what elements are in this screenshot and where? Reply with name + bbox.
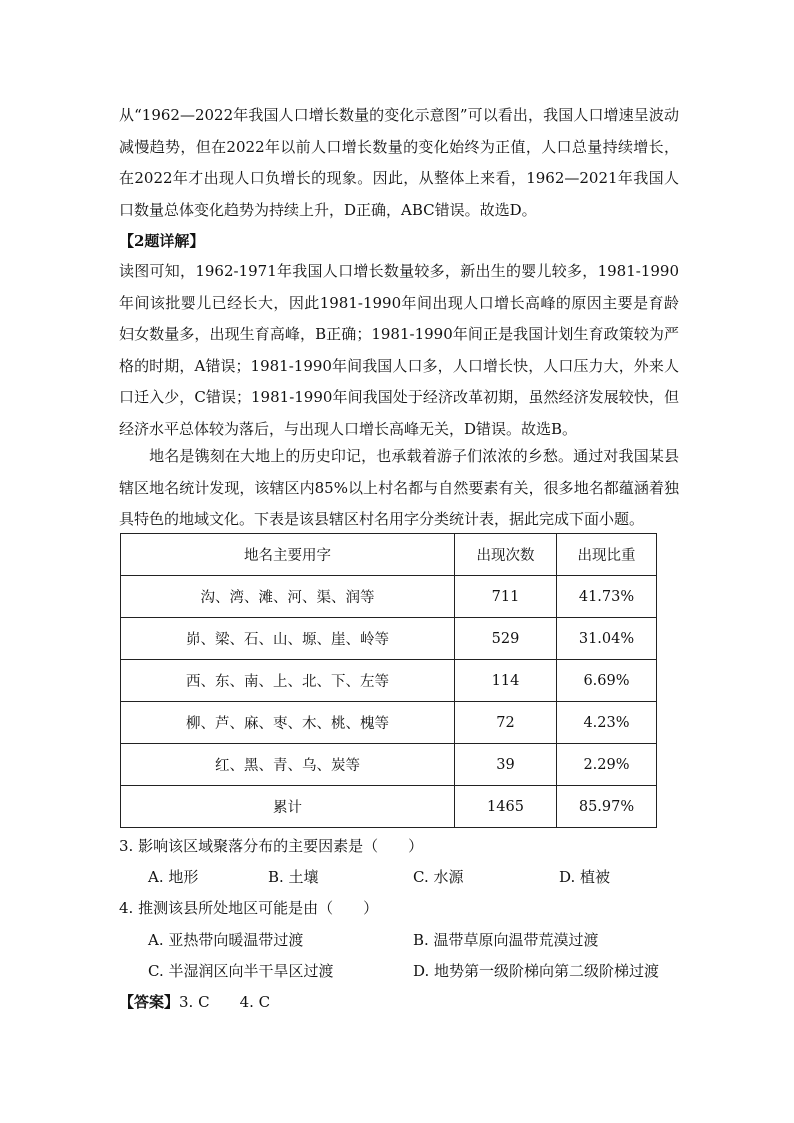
explanation-paragraph-2: 读图可知，1962-1971年我国人口增长数量较多，新出生的婴儿较多，1981-1990年间该批婴儿已经长大，因此1981-1990年间出现人口增长高峰的原因主要是育龄妇女数量多，出现生育高峰，B正确；1981-1990年间正是我国计划生育政策较为严格的时期，A错误；1981-1990年间我国人口多，人口增长快，人口压力大，外来人口迁入少，C错误；1981-1990年间我国处于经济改革初期，虽然经济发展较快，但经济水平总体较为落后，与出现人口增长高峰无关，D错误。故选B。 <box>119 262 679 438</box>
table-cell: 6.69% <box>557 660 657 702</box>
table-cell: 西、东、南、上、北、下、左等 <box>121 660 455 702</box>
table-row <box>121 744 657 786</box>
table-cell: 72 <box>455 702 557 744</box>
table-row <box>121 618 657 660</box>
question-3-option-c: C. 水源 <box>413 868 464 886</box>
table-header-cell: 出现次数 <box>455 534 557 576</box>
table-header-cell: 出现比重 <box>557 534 657 576</box>
section-heading-q2: 【2题详解】 <box>119 232 205 250</box>
question-4-option-a: A. 亚热带向暖温带过渡 <box>148 931 304 949</box>
explanation-paragraph-1: 从“1962—2022年我国人口增长数量的变化示意图”可以看出，我国人口增速呈波动减慢趋势，但在2022年以前人口增长数量的变化始终为正值，人口总量持续增长，在2022年才出现人口负增长的现象。因此，从整体上来看，1962—2021年我国人口数量总体变化趋势为持续上升，D正确，ABC错误。故选D。 <box>119 106 679 219</box>
question-4-option-d: D. 地势第一级阶梯向第二级阶梯过渡 <box>413 962 660 980</box>
table-cell: 711 <box>455 576 557 618</box>
intro-paragraph <box>119 441 679 536</box>
table-cell: 1465 <box>455 786 557 828</box>
table-cell: 沟、湾、滩、河、渠、润等 <box>121 576 455 618</box>
question-3-option-b: B. 土壤 <box>268 868 319 886</box>
table-row <box>121 702 657 744</box>
answer-label: 【答案】 <box>119 993 180 1011</box>
table-cell: 红、黑、青、乌、炭等 <box>121 744 455 786</box>
table-cell: 柳、芦、麻、枣、木、桃、槐等 <box>121 702 455 744</box>
table-cell: 529 <box>455 618 557 660</box>
table-header-row <box>121 534 657 576</box>
table-total-row <box>121 786 657 828</box>
table-cell: 31.04% <box>557 618 657 660</box>
question-4-option-b: B. 温带草原向温带荒漠过渡 <box>413 931 599 949</box>
table-cell: 峁、梁、石、山、塬、崖、岭等 <box>121 618 455 660</box>
table-header-cell: 地名主要用字 <box>121 534 455 576</box>
question-4-stem: 4. 推测该县所处地区可能是由（ ） <box>119 899 379 917</box>
answer-text: 3. C 4. C <box>179 993 271 1011</box>
question-4-option-c: C. 半湿润区向半干旱区过渡 <box>148 962 334 980</box>
place-name-table <box>120 533 657 828</box>
intro-paragraph-text: 地名是镌刻在大地上的历史印记，也承载着游子们浓浓的乡愁。通过对我国某县辖区地名统计发现，该辖区内85%以上村名都与自然要素有关，很多地名都蕴涵着独具特色的地域文化。下表是该县辖区村名用字分类统计表，据此完成下面小题。 <box>119 447 679 528</box>
table-row <box>121 660 657 702</box>
table-cell: 114 <box>455 660 557 702</box>
table-cell: 41.73% <box>557 576 657 618</box>
table-cell: 39 <box>455 744 557 786</box>
table-cell: 85.97% <box>557 786 657 828</box>
question-3-option-a: A. 地形 <box>148 868 199 886</box>
question-3-option-d: D. 植被 <box>559 868 611 886</box>
question-3-stem: 3. 影响该区域聚落分布的主要因素是（ ） <box>119 837 424 855</box>
table-cell: 2.29% <box>557 744 657 786</box>
table-cell: 累计 <box>121 786 455 828</box>
table-cell: 4.23% <box>557 702 657 744</box>
table-row <box>121 576 657 618</box>
answer-line <box>119 992 270 1012</box>
